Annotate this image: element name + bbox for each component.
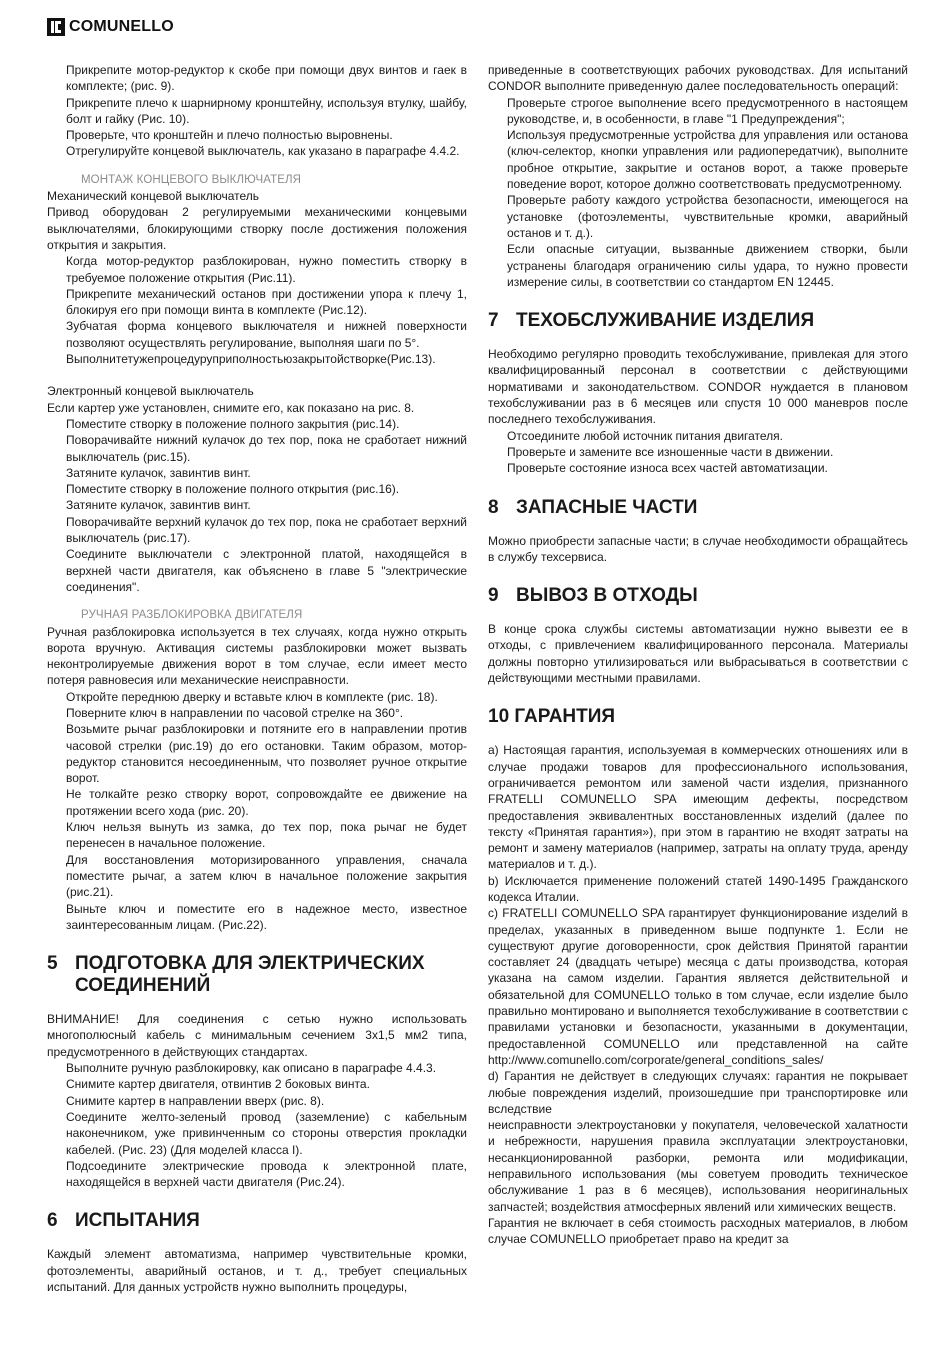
elec-step: Поместите створку в положение полного открытия (рис.16). [66, 482, 400, 497]
section-10-heading [488, 706, 908, 728]
warranty-paragraph: b) Исключается применение положений статей 1490-1495 Гражданского кодекса Италии. [488, 873, 908, 904]
elec-step: Поворачивайте верхний кулачок до тех пор, пока не сработает верхний выключатель (рис.17). [66, 514, 467, 546]
section-5-title: ПОДГОТОВКА ДЛЯ ЭЛЕКТРИЧЕСКИХ СОЕДИНЕНИЙ [75, 953, 425, 997]
limit-switch-subheading: МОНТАЖ КОНЦЕВОГО ВЫКЛЮЧАТЕЛЯ [81, 173, 302, 186]
section-9-paragraph: В конце срока службы системы автоматизации нужно вывезти ее в отходы, с привлечением квалифицированного персонала. Материалы должны повторно утилизироваться или выбрасываться в соответствии с действующими местными правилами. [488, 622, 908, 686]
brand-header [47, 16, 174, 38]
mech-switch-paragraph: Привод оборудован 2 регулируемыми механическими концевыми выключателями, блокирующими створку после достижения положения открытия и закрытия. [47, 205, 467, 252]
section-9-title: ВЫВОЗ В ОТХОДЫ [516, 585, 698, 607]
wiring-step: Снимите картер двигателя, отвинтив 2 боковых винта. [66, 1077, 370, 1092]
warranty-paragraph: a) Настоящая гарантия, используемая в коммерческих отношениях или в случае продажи товаров для профессионального использования, ограничивается ремонтом или заменой части изделия, признанного FRATELLI COMUNELLO SPA имеющим дефекты, посредством предоставления эквивалентных восстановленных изделий (далее по тексту «Принятая гарантия»), при этом в гарантию не входят затраты на ремонт и замену материалов (например, затраты на оплату труда, аренду материалов и т. д.). [488, 743, 908, 872]
section-8-paragraph: Можно приобрести запасные части; в случае необходимости обращайтесь в службу техсервиса. [488, 533, 908, 564]
comunello-logo-icon [47, 18, 65, 36]
elec-step: Затяните кулачок, завинтив винт. [66, 498, 251, 513]
section-7-heading [488, 310, 908, 332]
mech-switch-label: Механический концевой выключатель [47, 189, 260, 204]
elec-step: Поместите створку в положение полного закрытия (рис.14). [66, 416, 400, 431]
intro-step: Проверьте, что кронштейн и плечо полностью выровнены. [66, 128, 393, 143]
section-10-title: 10 ГАРАНТИЯ [488, 706, 616, 728]
manual-step: Поверните ключ в направлении по часовой стрелке на 360°. [66, 705, 404, 720]
brand-name: COMUNELLO [69, 18, 174, 35]
section-7-paragraph: Необходимо регулярно проводить техобслуживание, привлекая для этого квалифицированный персонал в соответствии с действующими нормативами и законодательством. CONDOR нуждается в плановом техобслуживании раз в 6 месяцев или спустя 10 000 маневров после последнего техобслуживания. [488, 347, 908, 427]
intro-step: Прикрепите мотор-редуктор к скобе при помощи двух винтов и гаек в комплекте; (рис. 9). [66, 63, 467, 94]
intro-step: Отрегулируйте концевой выключатель, как указано в параграфе 4.4.2. [66, 144, 460, 159]
testing-continued-paragraph: приведенные в соответствующих рабочих руководствах. Для испытаний CONDOR выполните приведенную далее последовательность операций: [488, 63, 908, 94]
section-6-number: 6 [47, 1210, 58, 1232]
elec-switch-paragraph: Если картер уже установлен, снимите его, как показано на рис. 8. [47, 400, 415, 415]
manual-step: Возьмите рычаг разблокировки и потяните его в направлении против часовой стрелки (рис.19) до его остановки. Таким образом, мотор-редуктор становится несоединенным, что позволяет ручное открытие ворот. [66, 722, 467, 786]
elec-step: Поворачивайте нижний кулачок до тех пор, пока не сработает нижний выключатель (рис.15). [66, 433, 467, 464]
intro-step: Прикрепите плечо к шарнирному кронштейну, используя втулку, шайбу, болт и гайку (Рис. 10). [66, 95, 467, 126]
section-7-number: 7 [488, 310, 499, 332]
manual-release-paragraph: Ручная разблокировка используется в тех случаях, когда нужно открыть ворота вручную. Активация системы разблокировки может вызвать неконтролируемые движения ворот в том случае, если имеет место потеря равновесия или механические неисправности. [47, 624, 467, 688]
wiring-step: Выполните ручную разблокировку, как описано в параграфе 4.4.3. [66, 1061, 437, 1076]
manual-release-subheading: РУЧНАЯ РАЗБЛОКИРОВКА ДВИГАТЕЛЯ [81, 609, 303, 622]
test-step: Проверьте строгое выполнение всего предусмотренного в настоящем руководстве, и, в особенности, в главе "1 Предупреждения"; [507, 95, 908, 126]
section-5-number: 5 [47, 953, 58, 975]
section-6-paragraph: Каждый элемент автоматизма, например чувствительные кромки, фотоэлементы, аварийный останов, и т. д., требует специальных испытаний. Для данных устройств нужно выполнить процедуры, [47, 1247, 467, 1294]
mech-step: Выполнитетужепроцедуруприполностьюзакрытойстворке(Рис.13). [66, 352, 436, 367]
test-step: Если опасные ситуации, вызванные движением створки, были устранены благодаря ограничению силы удара, то нужно провести измерение силы, в соответствии со стандартом EN 12445. [507, 242, 908, 289]
warranty-paragraph: d) Гарантия не действует в следующих случаях: гарантия не покрывает любые повреждения изделий, произошедшие при транспортировке или вследствие [488, 1069, 908, 1116]
section-9-number: 9 [488, 585, 499, 607]
wiring-step: Снимите картер в направлении вверх (рис. 8). [66, 1093, 325, 1108]
manual-step: Ключ нельзя вынуть из замка, до тех пор, пока рычаг не будет перенесен в начальное положение. [66, 820, 467, 851]
section-5-paragraph: ВНИМАНИЕ! Для соединения с сетью нужно использовать многополюсный кабель с минимальным сечением 3x1,5 мм2 типа, предусмотренного в действующих стандартах. [47, 1012, 467, 1059]
section-9-heading [488, 585, 908, 607]
section-8-number: 8 [488, 496, 499, 518]
manual-step: Не толкайте резко створку ворот, сопровождайте ее движение на протяжении всего хода (рис. 20). [66, 787, 467, 818]
warranty-paragraph: c) FRATELLI COMUNELLO SPA гарантирует функционирование изделий в пределах, указанных в приведенном выше подпункте 1. Если не существуют другие договоренности, срок действия Принятой гарантии составляет 24 (двадцать четыре) месяца с даты производства, которая указана на самом изделии. Гарантия является действительной и обязательной для COMUNELLO только в том случае, если изделие было правильно монтировано и выполняется техобслуживание в соответствии с правилами установки и безопасности, указанными в документации, предоставленной COMUNELLO или представленной на сайте http://www.comunello.com/corporate/general_conditions_sales/ [488, 906, 908, 1067]
mech-step: Когда мотор-редуктор разблокирован, нужно поместить створку в требуемое положение открытия (Рис.11). [66, 254, 467, 285]
mech-step: Зубчатая форма концевого выключателя и нижней поверхности позволяют осуществлять регулирование, выполняя шаги по 5°. [66, 319, 467, 350]
section-6-heading [47, 1210, 467, 1232]
warranty-paragraph: Гарантия не включает в себя стоимость расходных материалов, в любом случае COMUNELLO приобретает право на кредит за [488, 1215, 908, 1247]
manual-step: Откройте переднюю дверку и вставьте ключ в комплекте (рис. 18). [66, 689, 438, 704]
test-step: Используя предусмотренные устройства для управления или останова (ключ-селектор, кнопки управления или радиопередатчик), выполните пробное открытие, закрытие и останов ворот, а также проверьте поведение ворот, которое должно соответствовать предусмотренному. [507, 128, 908, 192]
manual-step: Выньте ключ и поместите его в надежное место, известное заинтересованным лицам. (Рис.22). [66, 901, 467, 932]
mech-step: Прикрепите механический останов при достижении упора к плечу 1, блокируя его при помощи винта в комплекте (Рис.12). [66, 286, 467, 318]
section-5-heading [47, 953, 467, 997]
section-8-title: ЗАПАСНЫЕ ЧАСТИ [516, 496, 698, 518]
maintenance-step: Проверьте и замените все изношенные части в движении. [507, 444, 834, 459]
left-column [47, 62, 467, 1295]
maintenance-step: Отсоедините любой источник питания двигателя. [507, 428, 784, 443]
right-column [488, 62, 908, 1248]
elec-step: Соедините выключатели с электронной платой, находящейся в верхней части двигателя, как объяснено в главе 5 "электрические соединения". [66, 547, 467, 594]
wiring-step: Соедините желто-зеленый провод (заземление) с кабельным наконечником, уже привинченным со стороны отверстия прокладки кабелей. (Рис. 23) (Для моделей класса I). [66, 1109, 467, 1157]
section-7-title: ТЕХОБСЛУЖИВАНИЕ ИЗДЕЛИЯ [516, 310, 815, 332]
section-6-title: ИСПЫТАНИЯ [75, 1210, 200, 1232]
maintenance-step: Проверьте состояние износа всех частей автоматизации. [507, 461, 828, 476]
section-8-heading [488, 497, 908, 519]
test-step: Проверьте работу каждого устройства безопасности, имеющегося на установке (фотоэлементы, чувствительные кромки, аварийный останов и т. д.). [507, 193, 908, 240]
manual-step: Для восстановления моторизированного управления, сначала поместите рычаг, а затем ключ в начальное положение закрытия (рис.21). [66, 852, 467, 900]
wiring-step: Подсоедините электрические провода к электронной плате, находящейся в верхней части двигателя (Рис.24). [66, 1158, 467, 1190]
elec-switch-label: Электронный концевой выключатель [47, 384, 254, 399]
warranty-paragraph: неисправности электроустановки у покупателя, человеческой халатности и небрежности, нарушения правила эксплуатации электроустановки, несанкционированной разборки, ремонта или модификации, неправильного использования (мы советуем проводить техническое обслуживание 1 раз в 6 месяцев), использования неоригинальных запчастей; воздействия атмосферных явлений или химических веществ. [488, 1118, 908, 1214]
elec-step: Затяните кулачок, завинтив винт. [66, 465, 251, 480]
